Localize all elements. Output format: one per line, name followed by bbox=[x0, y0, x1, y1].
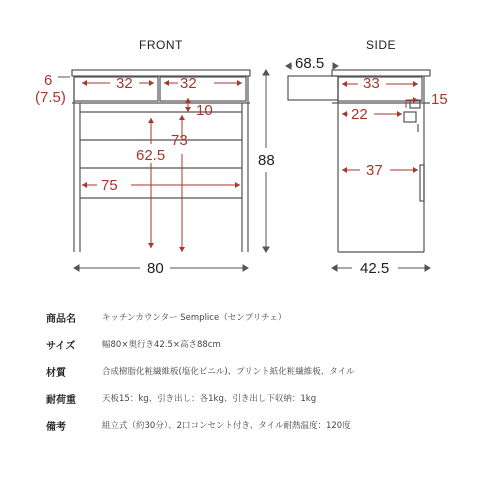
spec-label: 材質 bbox=[46, 368, 66, 379]
side-drawer-box bbox=[338, 77, 422, 101]
front-view-title: FRONT bbox=[139, 38, 183, 52]
dim-drawer-left-width: 32 bbox=[116, 75, 133, 92]
spec-value: 組立式（約30分）、2口コンセント付き、タイル耐熱温度：120度 bbox=[102, 421, 351, 431]
dim-top-depth: 6 bbox=[44, 72, 53, 89]
spec-value: 天板15：kg、引き出し：各1kg、引き出し下収納：1kg bbox=[102, 394, 317, 404]
side-view-title: SIDE bbox=[366, 38, 397, 52]
spec-value: キッチンカウンター Semplice（センプリチェ） bbox=[102, 313, 287, 323]
dim-drawer-right-width: 32 bbox=[180, 75, 197, 92]
spec-row-material bbox=[46, 364, 466, 391]
dim-inner-height-shelf: 62.5 bbox=[136, 147, 166, 164]
outlet-lower bbox=[404, 112, 416, 122]
spec-value: 幅80×奥行き42.5×高さ88cm bbox=[102, 340, 221, 350]
spec-label: サイズ bbox=[46, 341, 76, 352]
side-outer-dims bbox=[286, 63, 430, 271]
front-top-board bbox=[72, 70, 250, 76]
side-arrowheads bbox=[342, 81, 418, 173]
spec-row-load-capacity bbox=[46, 391, 466, 418]
front-arrowheads bbox=[82, 80, 242, 252]
dim-top-depth-alt: (7.5) bbox=[35, 89, 66, 106]
dim-outlet-depth: 15 bbox=[431, 91, 448, 108]
dim-drawer-extension: 68.5 bbox=[295, 55, 325, 72]
dim-lower-depth: 37 bbox=[366, 162, 383, 179]
spec-value: 合成樹脂化粧繊維板(塩化ビニル)、プリント紙化粧繊維板、タイル bbox=[102, 367, 355, 377]
dim-overall-height: 88 bbox=[258, 152, 275, 169]
spec-row-size bbox=[46, 337, 466, 364]
dim-overall-depth: 42.5 bbox=[360, 260, 390, 277]
dim-top-shelf-depth: 22 bbox=[351, 106, 368, 123]
spec-row-product-name bbox=[46, 310, 466, 337]
dim-overall-width: 80 bbox=[147, 260, 164, 277]
side-view bbox=[288, 70, 430, 252]
dim-drawer-depth: 33 bbox=[363, 75, 380, 92]
spec-label: 商品名 bbox=[46, 314, 76, 325]
front-outer-dims bbox=[58, 70, 269, 271]
side-dimension-lines bbox=[342, 84, 418, 170]
spec-row-notes bbox=[46, 418, 466, 445]
spec-table bbox=[46, 310, 466, 445]
dim-drawer-gap: 10 bbox=[196, 102, 213, 119]
spec-label: 備考 bbox=[46, 422, 66, 433]
dim-inner-width: 75 bbox=[101, 177, 118, 194]
dim-inner-height-full: 73 bbox=[171, 132, 188, 149]
side-top-board bbox=[332, 70, 430, 76]
front-drawer-right bbox=[160, 77, 246, 101]
spec-label: 耐荷重 bbox=[46, 395, 76, 406]
side-drawer-extended bbox=[288, 76, 338, 100]
